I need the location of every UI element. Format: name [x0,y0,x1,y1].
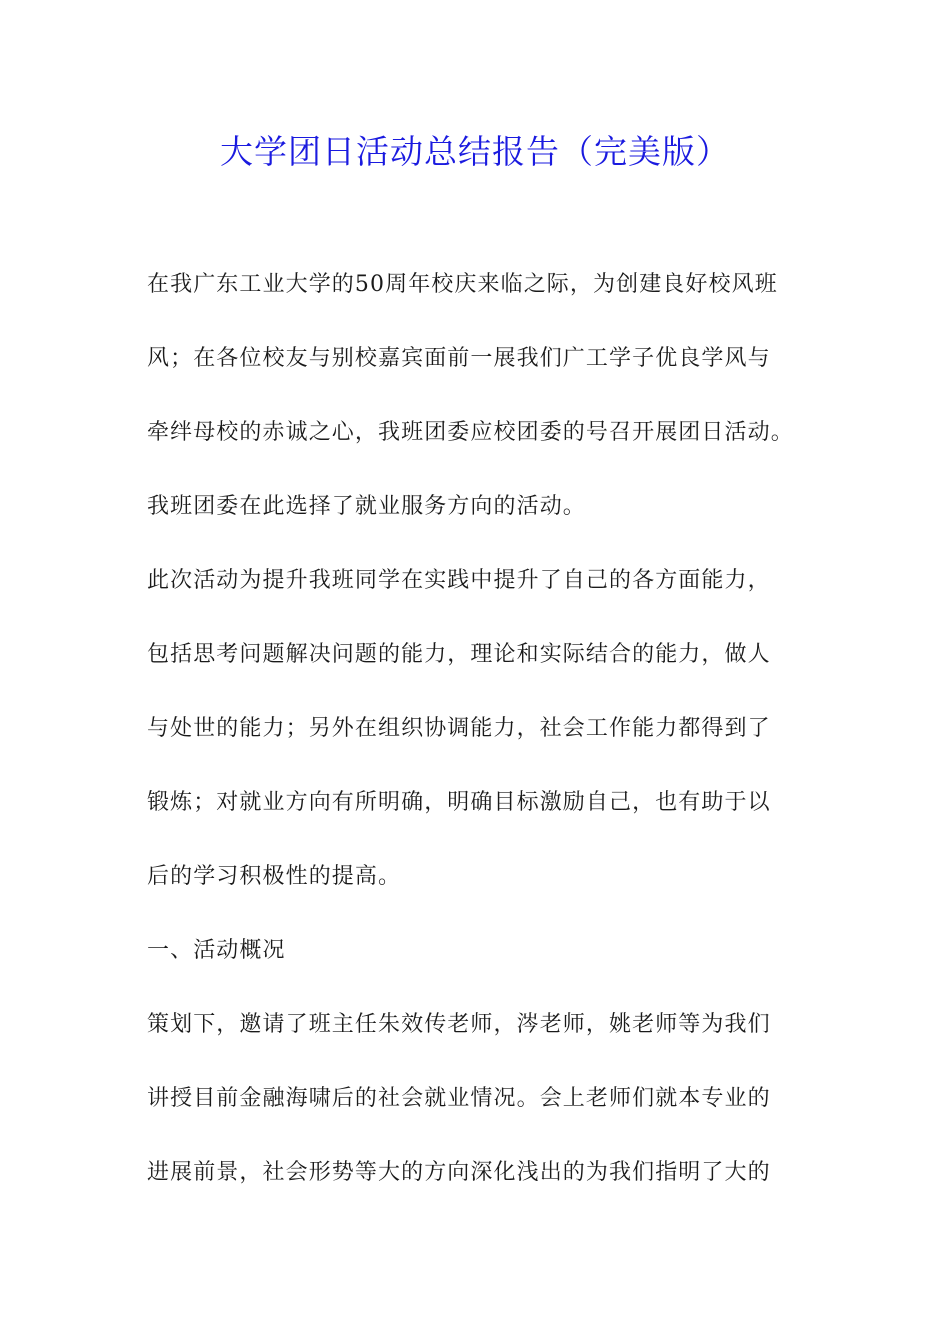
section-heading: 一、活动概况 [147,938,286,963]
body-line: 我班团委在此选择了就业服务方向的活动。 [147,494,586,519]
body-line: 与处世的能力；另外在组织协调能力，社会工作能力都得到了 [147,716,771,741]
body-line: 此次活动为提升我班同学在实践中提升了自己的各方面能力， [147,568,771,593]
body-line: 讲授目前金融海啸后的社会就业情况。会上老师们就本专业的 [147,1086,771,1111]
body-line: 进展前景，社会形势等大的方向深化浅出的为我们指明了大的 [147,1160,771,1185]
body-line: 锻炼；对就业方向有所明确，明确目标激励自己，也有助于以 [147,790,771,815]
document-body [147,260,812,1222]
body-line: 在我广东工业大学的50周年校庆来临之际，为创建良好校风班 [147,272,778,297]
body-line: 策划下，邀请了班主任朱效传老师，涔老师，姚老师等为我们 [147,1012,771,1037]
body-line: 后的学习积极性的提高。 [147,864,402,889]
body-line: 风；在各位校友与别校嘉宾面前一展我们广工学子优良学风与 [147,346,771,371]
body-line: 包括思考问题解决问题的能力，理论和实际结合的能力，做人 [147,642,771,667]
body-line: 牵绊母校的赤诚之心，我班团委应校团委的号召开展团日活动。 [147,420,794,445]
document-title: 大学团日活动总结报告（完美版） [220,132,730,171]
